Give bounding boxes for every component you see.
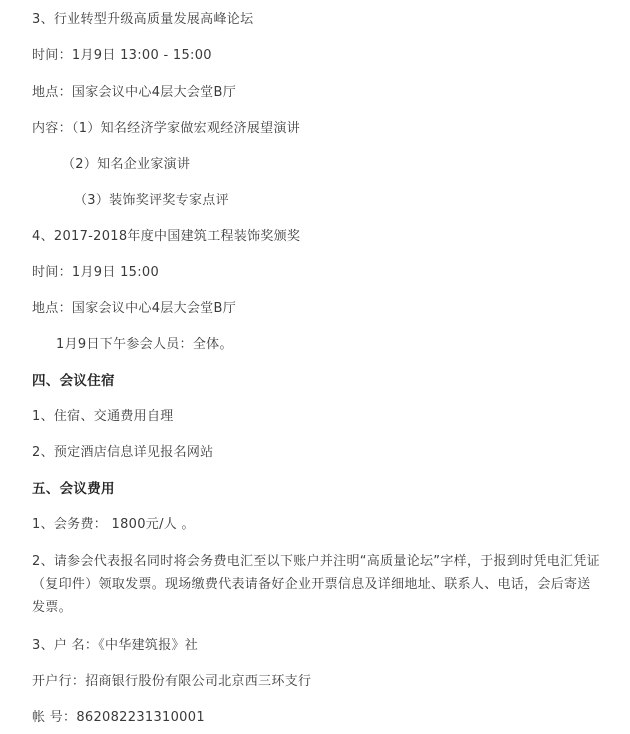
section4-title: 4、2017-2018年度中国建筑工程装饰奖颁奖 [32,229,301,244]
section3-item-2: （2）知名企业家演讲 [62,157,191,172]
heading-fees: 五、会议费用 [32,481,115,497]
section3-time: 时间：1月9日 13:00 - 15:00 [32,48,212,63]
fees-item-1: 1、会务费： 1800元/人 。 [32,517,195,532]
heading-accommodation: 四、会议住宿 [32,373,115,389]
section4-time: 时间：1月9日 15:00 [32,265,160,280]
section3-place: 地点：国家会议中心4层大会堂B厅 [32,85,236,100]
fees-account-number: 帐 号：862082231310001 [32,710,205,725]
fees-item-3-account-name: 3、户 名：《中华建筑报》社 [32,638,199,653]
section3-item-3: （3）装饰奖评奖专家点评 [74,193,229,208]
fees-bank: 开户行：招商银行股份有限公司北京西三环支行 [32,674,312,689]
section4-place: 地点：国家会议中心4层大会堂B厅 [32,301,236,316]
accommodation-item-2: 2、预定酒店信息详见报名网站 [32,445,214,460]
section3-content: 内容：（1）知名经济学家做宏观经济展望演讲 [32,121,301,136]
section3-title: 3、行业转型升级高质量发展高峰论坛 [32,12,254,27]
accommodation-item-1: 1、住宿、交通费用自理 [32,409,174,424]
fees-item-2: 2、请参会代表报名同时将会务费电汇至以下账户并注明“高质量论坛”字样，于报到时凭电汇凭证（复印件）领取发票。现场缴费代表请备好企业开票信息及详细地址、联系人、电话，会后寄送发票。 [32,554,600,615]
section4-attendees: 1月9日下午参会人员：全体。 [56,337,233,352]
